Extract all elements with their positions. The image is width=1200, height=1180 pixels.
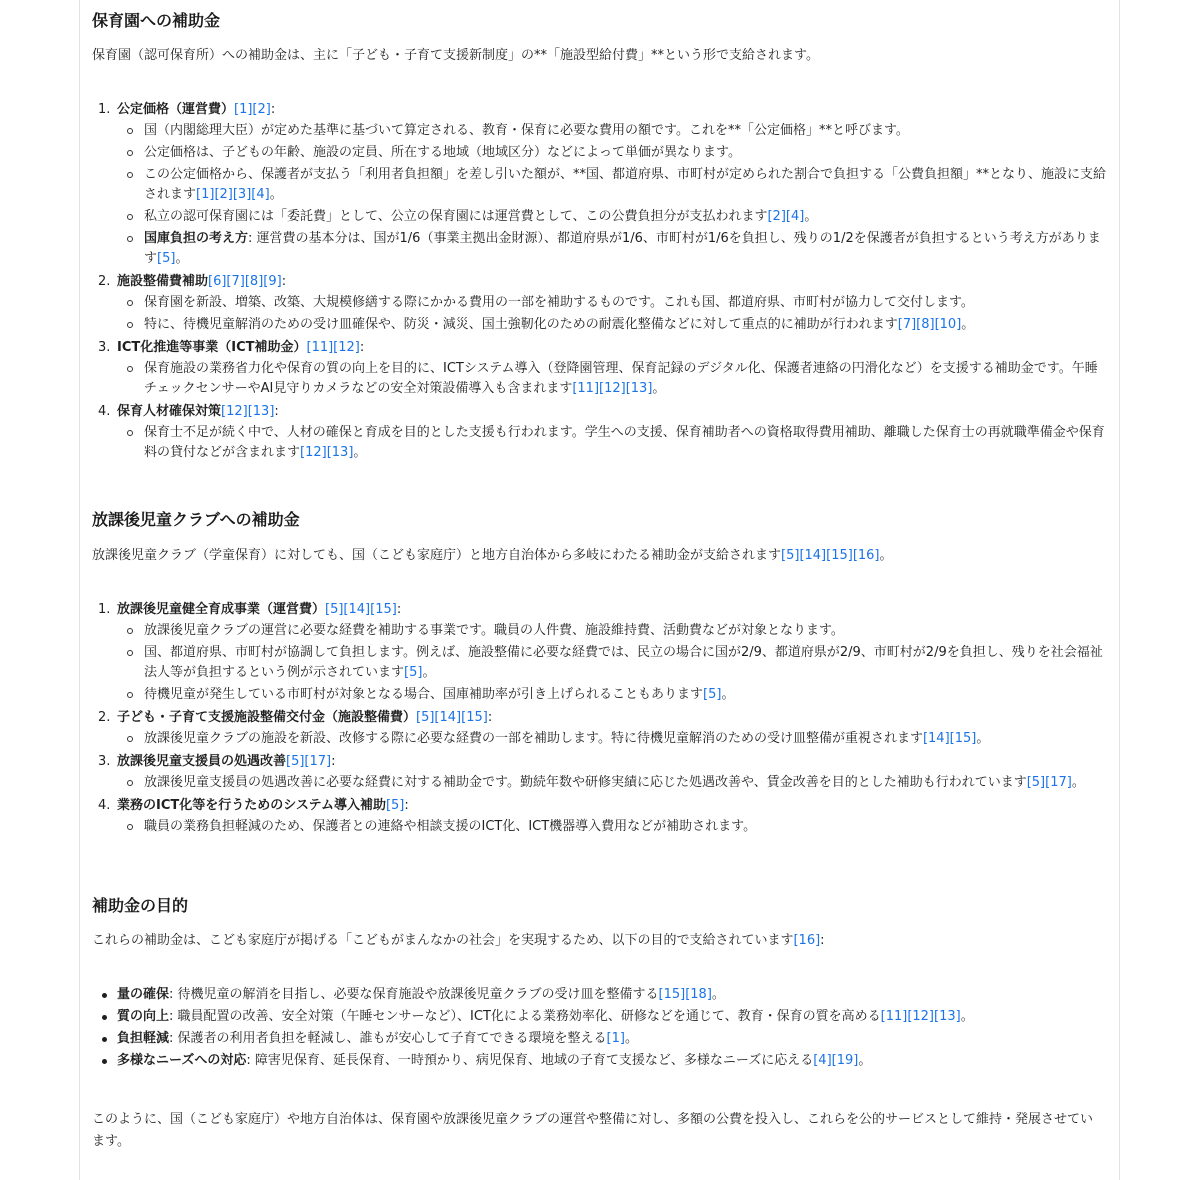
citation-link[interactable]: [14] [922,731,950,746]
list-number: 4. [98,798,111,813]
section-intro-purpose: これらの補助金は、こども家庭庁が掲げる「こどもがまんなかの社会」を実現するため、以下の目的で支給されています[16]: [92,933,825,948]
list-item-heading [92,337,1107,359]
list-item [92,707,1107,749]
list-number: 3. [98,340,111,355]
list-item-heading [92,599,1107,621]
list-item-heading [92,401,1107,423]
citation-link[interactable]: [1] [606,1031,625,1046]
heading-citations[interactable]: [5] [385,798,405,813]
list-number: 2. [98,274,111,289]
citation-link[interactable]: [4] [785,209,805,224]
purpose-bullet-heading: 質の向上 [117,1009,170,1024]
sub-list-item: 放課後児童クラブの施設を新設、改修する際に必要な経費の一部を補助します。特に待機児童解消のための受け皿整備が重視されます[14][15]。 [92,729,1107,749]
list-item-heading-bold: ICT化推進等事業（ICT補助金） [117,340,307,355]
section-title-afterschool: 放課後児童クラブへの補助金 [92,510,300,529]
citation-link[interactable]: [16] [793,933,821,948]
citation-link[interactable]: [19] [831,1053,859,1068]
purpose-list [92,984,1107,1072]
citation-link[interactable]: [12] [907,1009,934,1024]
purpose-bullet-text: : 保護者の利用者負担を軽減し、誰もが安心して子育てできる環境を整える[1]。 [169,1031,638,1046]
list-item-heading-bold: 放課後児童健全育成事業（運営費） [117,602,326,617]
citation-link[interactable]: [17] [1045,775,1072,790]
heading-colon: : [404,798,409,813]
purpose-bullet-heading: 量の確保 [117,987,170,1002]
heading-citations[interactable]: [6][7][8][9] [208,274,282,289]
citation-link[interactable]: [13] [625,381,653,396]
section-intro-afterschool: 放課後児童クラブ（学童保育）に対しても、国（こども家庭庁）と地方自治体から多岐にわたる補助金が支給されます[5][14][15][16]。 [92,548,893,563]
list-item-heading [92,751,1107,773]
citation-link[interactable]: [5] [781,548,800,563]
section-title-purpose: 補助金の目的 [92,896,189,915]
heading-citations[interactable]: [5][17] [286,754,332,769]
list-item-heading-bold: 保育人材確保対策 [117,404,222,419]
list-item-heading-bold: 施設整備費補助 [117,274,209,289]
sub-list-item: 保育士不足が続く中で、人材の確保と育成を目的とした支援も行われます。学生への支援、保育補助者への資格取得費用補助、離職した保育士の再就職準備金や保育料の貸付などが含まれます[12][13]。 [92,423,1107,463]
purpose-bullet [92,1006,1107,1028]
citation-link[interactable]: [7] [897,317,917,332]
heading-citations[interactable]: [12][13] [221,404,275,419]
list-item [92,795,1107,837]
heading-colon: : [274,404,279,419]
purpose-bullet-text: : 障害児保育、延長保育、一時預かり、病児保育、地域の子育て支援など、多様なニーズに応える[4][19]。 [246,1053,872,1068]
citation-link[interactable]: [13] [934,1009,961,1024]
citation-link[interactable]: [2] [214,187,233,202]
list-item [92,599,1107,705]
heading-citations[interactable]: [11][12] [306,340,360,355]
sub-list-item: 放課後児童支援員の処遇改善に必要な経費に対する補助金です。勤続年数や研修実績に応じた処遇改善や、賃金改善を目的とした補助も行われています[5][17]。 [92,773,1107,793]
citation-link[interactable]: [16] [852,548,880,563]
section-intro-nursery: 保育園（認可保育所）への補助金は、主に「子ども・子育て支援新制度」の**「施設型給付費」**という形で支給されます。 [92,48,819,63]
sub-list-item: 私立の認可保育園には「委託費」として、公立の保育園には運営費として、この公費負担分が支払われます[2][4]。 [92,207,1107,227]
sub-list-item: この公定価格から、保護者が支払う「利用者負担額」を差し引いた額が、**国、都道府県、市町村が定められた割合で負担する「公費負担額」**となり、施設に支給されます[1][2][3][4]。 [92,165,1107,205]
document-card [79,0,1120,1180]
heading-colon: : [331,754,336,769]
purpose-bullet-heading: 負担軽減 [117,1031,170,1046]
sub-list-item: 保育施設の業務省力化や保育の質の向上を目的に、ICTシステム導入（登降園管理、保育記録のデジタル化、保護者連絡の円滑化など）を支援する補助金です。午睡チェックセンサーやAI見守りカメラなどの安全対策設備導入も含まれます[11][12][13]。 [92,359,1107,399]
list-item-heading [92,99,1107,121]
purpose-bullet [92,984,1107,1006]
purpose-bullet-text: : 待機児童の解消を目指し、必要な保育施設や放課後児童クラブの受け皿を整備する[15][18]。 [169,987,725,1002]
citation-link[interactable]: [11] [880,1009,908,1024]
heading-colon: : [487,710,493,725]
heading-colon: : [396,602,402,617]
purpose-bullet [92,1028,1107,1050]
citation-link[interactable]: [10] [934,317,962,332]
citation-link[interactable]: [8] [916,317,935,332]
list-item-heading [92,707,1107,729]
section-title-nursery: 保育園への補助金 [92,11,221,30]
sub-list-item: 待機児童が発生している市町村が対象となる場合、国庫補助率が引き上げられることもあります[5]。 [92,685,1107,705]
sub-list-item: 国庫負担の考え方: 運営費の基本分は、国が1/6（事業主拠出金財源）、都道府県が1/6、市町村が1/6を負担し、残りの1/2を保護者が負担するという考え方があります[5]。 [92,229,1107,269]
citation-link[interactable]: [18] [685,987,712,1002]
list-item [92,751,1107,793]
citation-link[interactable]: [14] [799,548,827,563]
citation-link[interactable]: [5] [1026,775,1046,790]
afterschool-subsidy-list [92,599,1107,839]
citation-link[interactable]: [5] [157,251,176,266]
list-item-heading [92,795,1107,817]
citation-link[interactable]: [12] [300,445,327,460]
purpose-bullet [92,1050,1107,1072]
sub-list-item: 公定価格は、子どもの年齢、施設の定員、所在する地域（地域区分）などによって単価が異なります。 [92,143,1107,163]
list-item [92,401,1107,463]
heading-colon: : [270,102,276,117]
citation-link[interactable]: [13] [326,445,354,460]
list-item-heading-bold: 放課後児童支援員の処遇改善 [117,754,287,769]
citation-link[interactable]: [2] [767,209,786,224]
citation-link[interactable]: [5] [703,687,722,702]
sub-list-item: 保育園を新設、増築、改築、大規模修繕する際にかかる費用の一部を補助するものです。これも国、都道府県、市町村が協力して交付します。 [92,293,1107,313]
citation-link[interactable]: [5] [404,665,423,680]
sub-list-item: 国、都道府県、市町村が協調して負担します。例えば、施設整備に必要な経費では、民立の場合に国が2/9、都道府県が2/9、市町村が2/9を負担し、残りを社会福祉法人等が負担するという例が示されています[5]。 [92,643,1107,683]
heading-colon: : [359,340,365,355]
citation-link[interactable]: [15] [949,731,977,746]
citation-link[interactable]: [15] [658,987,686,1002]
conclusion-paragraph: このように、国（こども家庭庁）や地方自治体は、保育園や放課後児童クラブの運営や整備に対し、多額の公費を投入し、これらを公的サービスとして維持・発展させています。 [92,1112,1094,1149]
list-item [92,337,1107,399]
list-item-heading-bold: 子ども・子育て支援施設整備交付金（施設整備費） [117,710,417,725]
heading-citations[interactable]: [5][14][15] [416,710,488,725]
list-number: 2. [98,710,111,725]
citation-link[interactable]: [15] [826,548,853,563]
citation-link[interactable]: [4] [813,1053,832,1068]
citation-link[interactable]: [3] [232,187,252,202]
citation-link[interactable]: [12] [599,381,626,396]
heading-citations[interactable]: [5][14][15] [325,602,397,617]
sub-list-item: 職員の業務負担軽減のため、保護者との連絡や相談支援のICT化、ICT機器導入費用などが補助されます。 [92,817,1107,837]
purpose-bullet-text: : 職員配置の改善、安全対策（午睡センサーなど）、ICT化による業務効率化、研修などを通じて、教育・保育の質を高める[11][12][13]。 [169,1009,974,1024]
sub-list-item: 放課後児童クラブの運営に必要な経費を補助する事業です。職員の人件費、施設維持費、活動費などが対象となります。 [92,621,1107,641]
citation-link[interactable]: [11] [572,381,600,396]
list-number: 4. [98,404,111,419]
list-number: 3. [98,754,111,769]
list-number: 1. [98,102,111,117]
list-item-heading [92,271,1107,293]
list-item-heading-bold: 公定価格（運営費） [117,102,235,117]
list-number: 1. [98,602,111,617]
heading-citations[interactable]: [1][2] [234,102,271,117]
list-item [92,99,1107,269]
purpose-bullet-heading: 多様なニーズへの対応 [117,1053,247,1068]
list-item [92,271,1107,335]
sub-list-item: 国（内閣総理大臣）が定めた基準に基づいて算定される、教育・保育に必要な費用の額です。これを**「公定価格」**と呼びます。 [92,121,1107,141]
heading-colon: : [281,274,287,289]
nursery-subsidy-list [92,99,1107,465]
citation-link[interactable]: [1] [196,187,215,202]
sub-list-item: 特に、待機児童解消のための受け皿確保や、防災・減災、国土強靭化のための耐震化整備などに対して重点的に補助が行われます[7][8][10]。 [92,315,1107,335]
list-item-heading-bold: 業務のICT化等を行うためのシステム導入補助 [117,798,386,813]
citation-link[interactable]: [4] [251,187,270,202]
